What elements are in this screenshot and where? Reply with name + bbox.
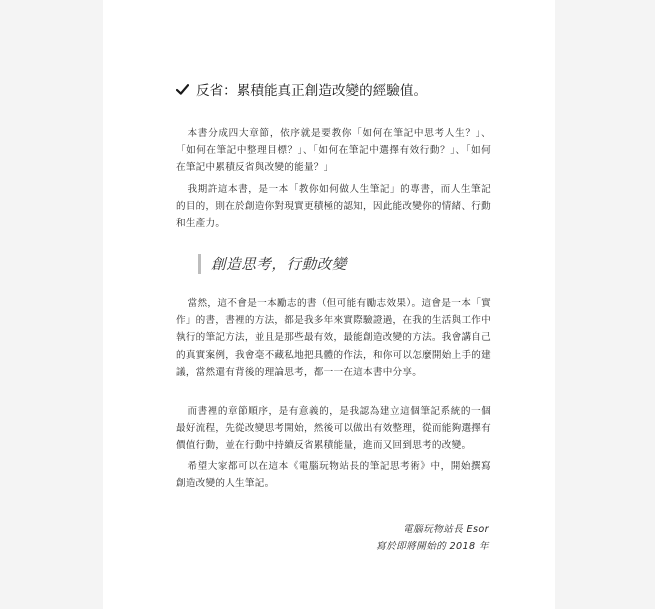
intro-paragraph-2: 我期許這本書，是一本「教你如何做人生筆記」的專書，而人生筆記的目的，則在於創造你對現實更積極的認知，因此能改變你的情緒、行動和生產力。: [176, 184, 491, 230]
book-page: [103, 0, 555, 609]
heading-accent-bar: [198, 254, 201, 274]
check-mark-icon: [176, 84, 190, 95]
intro-paragraph-1: 本書分成四大章節，依序就是要教你「如何在筆記中思考人生？」、「如何在筆記中整理目標？」、「如何在筆記中選擇有效行動？」、「如何在筆記中累積反省與改變的能量？」: [176, 128, 491, 174]
section-heading: 創造思考，行動改變: [211, 256, 347, 273]
section-paragraph-3: 希望大家都可以在這本《電腦玩物站長的筆記思考術》中，開始撰寫創造改變的人生筆記。: [176, 461, 491, 490]
signature-author: 電腦玩物站長 Esor: [403, 524, 489, 535]
signature-date: 寫於即將開始的 2018 年: [376, 541, 489, 552]
section-paragraph-1: 當然，這不會是一本勵志的書（但可能有勵志效果）。這會是一本「實作」的書，書裡的方法，都是我多年來實際驗證過，在我的生活與工作中執行的筆記方法，並且是那些最有效，最能創造改變的方法。我會講自己的真實案例，我會毫不藏私地把具體的作法，和你可以怎麼開始上手的建議，當然還有背後的理論思考，都一一在這本書中分享。: [176, 298, 491, 378]
reflection-text: 反省：累積能真正創造改變的經驗值。: [196, 83, 428, 99]
reflection-item: [176, 79, 536, 99]
section-paragraph-2: 而書裡的章節順序，是有意義的，是我認為建立這個筆記系統的一個最好流程，先從改變思考開始，然後可以做出有效整理，從而能夠選擇有價值行動，並在行動中持續反省累積能量，進而又回到思考的改變。: [176, 406, 491, 452]
